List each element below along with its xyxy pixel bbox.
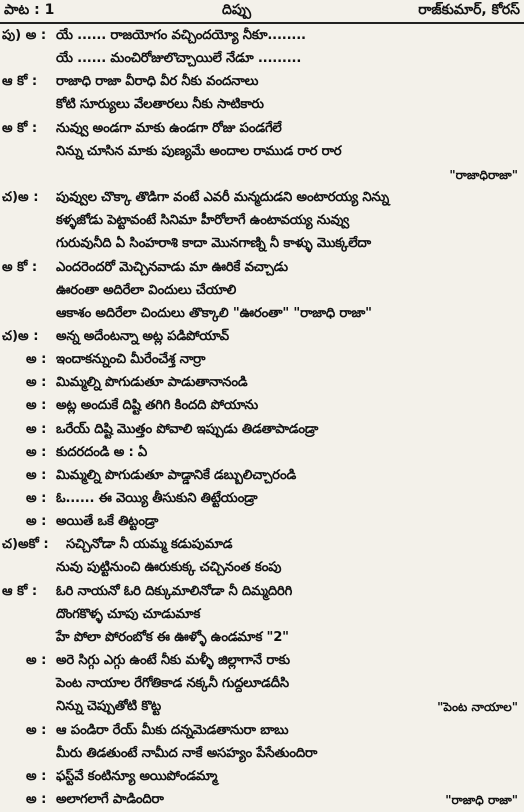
lyric-text: నిన్ను చూసిన మాకు పుణ్యమే అందాల రాముడ రార రార xyxy=(56,143,342,159)
lyric-text: కోటి సూర్యులు వేలతారలు నీకు సాటికారు xyxy=(56,97,264,113)
speaker-label: పు) అ : xyxy=(2,28,47,43)
lyric-text: ఆ పండిరా రేయ్ మీకు దన్నమెడతానురా బాబు xyxy=(56,722,289,738)
lyric-line xyxy=(0,325,524,349)
lyric-text: ఒరేయ్ దిష్టి మొత్తం పోవాలి ఇప్పుడు తిడతాపాడండ్రా xyxy=(56,421,319,437)
speaker-label: చ)అ : xyxy=(2,328,39,344)
lyric-line xyxy=(0,603,524,627)
speaker-label: అ : xyxy=(26,653,47,669)
lyric-line xyxy=(0,186,524,210)
lyric-line xyxy=(0,649,524,673)
refrain-cue: "పెంట నాయాల" xyxy=(437,700,518,715)
lyric-line xyxy=(0,510,524,534)
speaker-label: అ : xyxy=(26,722,47,738)
lyric-line xyxy=(0,487,524,511)
speaker-label: అ : xyxy=(26,352,47,368)
lyric-line xyxy=(0,533,524,557)
lyric-text: అన్న అదేంటన్నా అట్ల పడిపోయావ్ xyxy=(56,328,229,344)
lyric-line xyxy=(0,209,524,233)
lyric-text: ఆకాశం అదిరేలా చిందులు తొక్కాలి "ఊరంతా" "రాజాధి రాజా" xyxy=(56,305,372,321)
lyric-text: అయితే ఒకే తిట్టండ్రా xyxy=(56,514,159,530)
speaker-label: అ : xyxy=(26,444,47,460)
speaker-label: అ : xyxy=(26,398,47,414)
page-header xyxy=(0,0,524,24)
lyric-text: ఊరంతా అదిరేలా విందులు చేయాలి xyxy=(56,282,237,298)
speaker-label: చ)అ : xyxy=(2,190,39,206)
film-title: దిప్పు xyxy=(222,2,252,18)
lyric-text: హే పోలా పోరంబోక ఈ ఊళ్ళో ఉండమాక "2" xyxy=(56,629,289,645)
lyric-text: యే ...... రాజయోగం వచ్చిందయ్యో నీకూ........ xyxy=(56,28,306,43)
lyric-line xyxy=(0,672,524,696)
lyric-line xyxy=(0,765,524,789)
lyric-text: కుదరదండి అ : ఏ xyxy=(56,444,148,460)
refrain-cue: "రాజాధిరాజా" xyxy=(449,167,518,182)
lyric-line xyxy=(0,556,524,580)
speaker-label: అ కో : xyxy=(2,259,38,275)
lyric-line xyxy=(0,394,524,418)
lyric-line xyxy=(0,93,524,117)
lyric-text: సచ్చినోడా నీ యమ్మ కడుపుమాడ xyxy=(66,537,233,553)
lyric-text: రాజాధి రాజా వీరాధి వీర నీకు వందనాలు xyxy=(56,74,259,90)
lyric-line xyxy=(0,279,524,303)
lyric-line xyxy=(0,626,524,650)
lyric-line xyxy=(0,719,524,743)
lyric-text: నువ్వు అండగా మాకు ఉండగా రోజు పండగేలే xyxy=(56,120,282,136)
lyric-text: మిమ్మల్ని పొగుడుతూ పాడుతానానండి xyxy=(56,375,248,391)
speaker-label: అ : xyxy=(26,491,47,506)
lyric-text: యే ...... మంచిరోజులొచ్చాయిలే నేడూ ......... xyxy=(56,51,302,67)
lyric-line xyxy=(0,580,524,604)
lyric-line xyxy=(0,695,524,719)
speaker-label: చ)అకో : xyxy=(2,537,49,553)
lyric-text: ఇందాకన్నుంచి మీరేంచేశ్త నార్రా xyxy=(56,352,206,368)
lyric-line xyxy=(0,464,524,488)
lyric-text: కళ్ళజోడు పెట్టావంటే సినిమా హీరోలాగే ఉంటావయ్య నువ్వు xyxy=(56,213,350,229)
lyric-line xyxy=(0,47,524,71)
lyric-line xyxy=(0,140,524,164)
lyric-line xyxy=(0,24,524,48)
lyric-text: అరె సిగ్గు ఎగ్గు ఉంటే నీకు మళ్ళీ జిల్లాగానే రాకు xyxy=(56,653,290,669)
lyric-line xyxy=(0,163,524,187)
speaker-label: ఆ కో : xyxy=(2,74,38,90)
speaker-label: అ : xyxy=(26,375,47,391)
lyric-line xyxy=(0,441,524,465)
lyric-text: ఓరి నాయనో ఓరి దిక్కుమాలినోడా నీ దిమ్మదిరిగి xyxy=(56,583,293,599)
refrain-cue: "రాజాధి రాజా" xyxy=(445,792,518,807)
lyric-line xyxy=(0,348,524,372)
lyric-line xyxy=(0,371,524,395)
lyric-text: పెంట నాయాల రేగోతికాడ నక్కనీ గుద్దలూడదీసి xyxy=(56,676,289,692)
lyric-line xyxy=(0,117,524,141)
lyric-line xyxy=(0,256,524,280)
lyric-text: మిమ్మల్ని పొగుడుతూ పాడ్డానికే డబ్బులిచ్చారండి xyxy=(56,467,297,483)
lyric-text: ఫస్ట్‌వే కంటిన్యూ అయిపోండమ్మా xyxy=(56,768,218,784)
singers: రాజ్‌కుమార్, కోరస్ xyxy=(418,2,520,18)
lyric-line xyxy=(0,742,524,766)
lyric-text: అలాగలాగే పాడిందిరా xyxy=(56,791,164,807)
lyric-line xyxy=(0,302,524,326)
lyric-line xyxy=(0,232,524,256)
speaker-label: అ : xyxy=(26,514,47,530)
lyric-text: నువు పుట్టినుంచి ఊరుకుక్క చచ్చినంత కంపు xyxy=(56,560,282,576)
speaker-label: ఆ కో : xyxy=(2,583,38,599)
song-number: పాట : 1 xyxy=(4,2,55,18)
lyric-text: మీరు తిడతుంటే నామీద నాకే అసహ్యం పేసేతుందిరా xyxy=(56,745,318,761)
lyric-text: ఎందరెందరో మెచ్చినవాడు మా ఊరికే వచ్చాడు xyxy=(56,259,288,275)
lyric-text: నిన్ను చెప్పుతోటి కొట్ట xyxy=(56,699,161,715)
lyric-text: అట్ల అందుకే దిష్టి తగిగి కిందది పోయాను xyxy=(56,398,259,414)
lyric-text: ఓ...... ఈ వెయ్యి తీసుకుని తిట్టేయండ్రా xyxy=(56,491,258,506)
speaker-label: అ కో : xyxy=(2,120,38,136)
speaker-label: అ : xyxy=(26,467,47,483)
speaker-label: అ : xyxy=(26,421,47,437)
lyric-line xyxy=(0,418,524,442)
speaker-label: అ : xyxy=(26,768,47,784)
lyric-text: పువ్వుల చొక్కా తొడిగా వంటే ఎవరీ మన్మదుడని అంటారయ్య నిన్ను xyxy=(56,190,390,206)
speaker-label: అ : xyxy=(26,791,47,807)
lyric-text: దొంగకొళ్ళ చూపు చూడుమాక xyxy=(56,606,201,622)
lyric-text: గురువునీది ఏ సింహరాశి కాదా మొనగాణ్ని నీ కాళ్ళు మొక్కలేదా xyxy=(56,236,371,252)
lyric-line xyxy=(0,70,524,94)
